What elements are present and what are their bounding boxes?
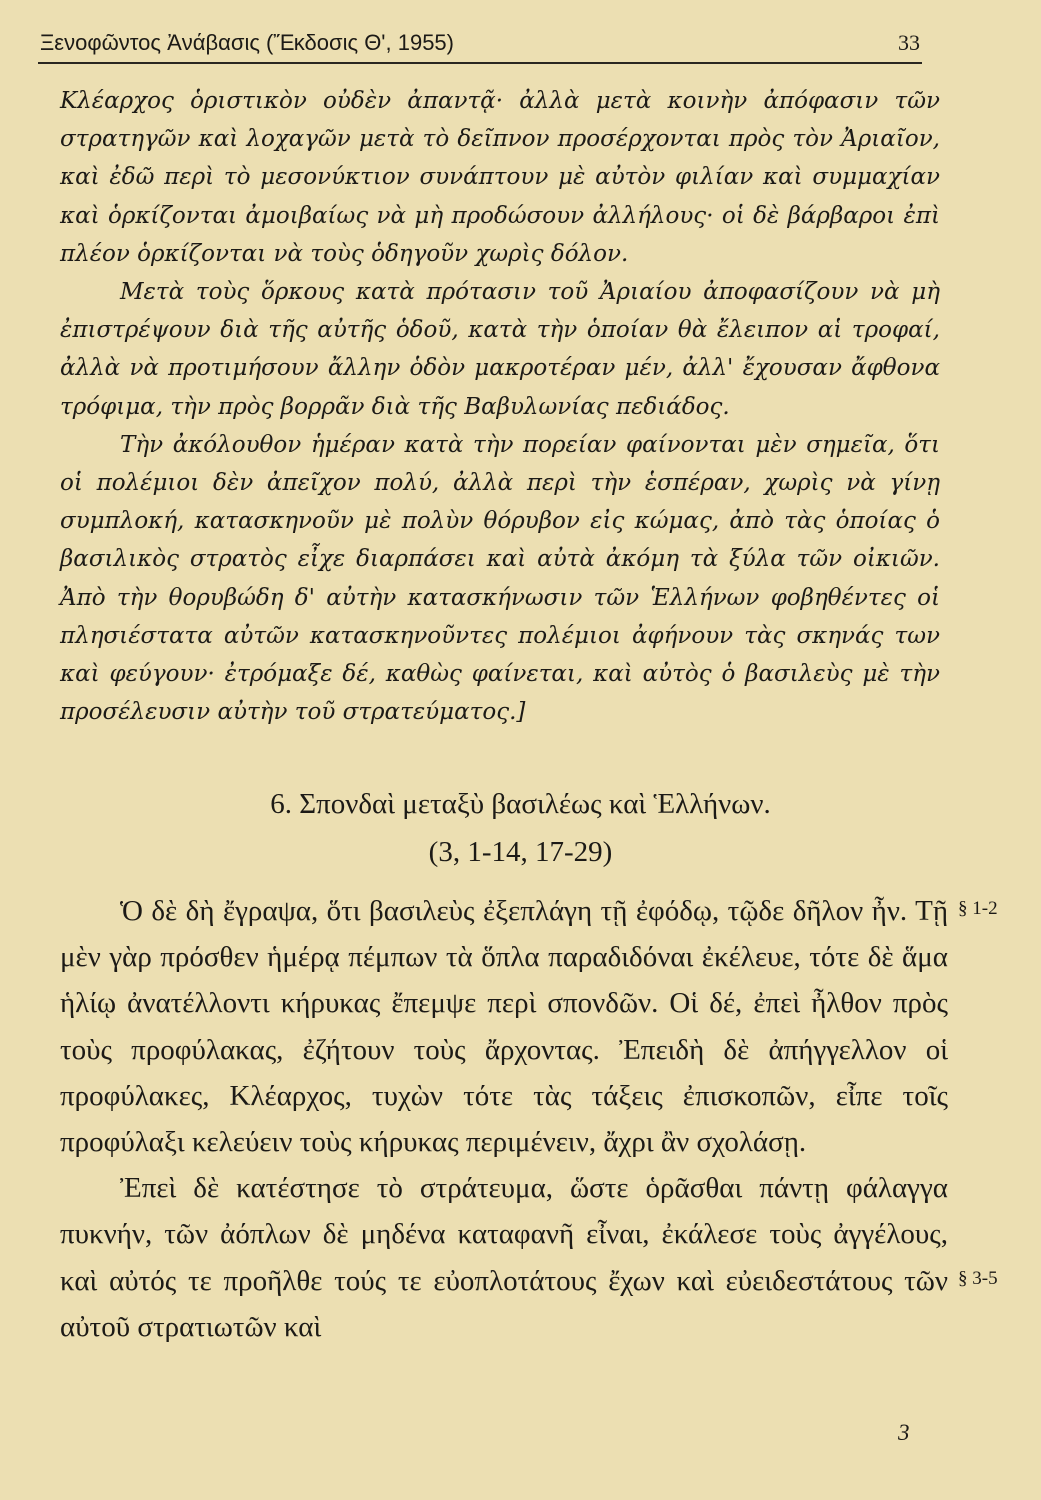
- running-header: [40, 22, 920, 56]
- section-title: 6. Σπονδαὶ μεταξὺ βασιλέως καὶ Ἑλλήνων.: [270, 788, 771, 820]
- section-reference: (3, 1-14, 17-29): [428, 836, 613, 868]
- page-number: 33: [898, 30, 920, 55]
- text-paragraph: Ὁ δὲ δὴ ἔγραψα, ὅτι βασιλεὺς ἐξεπλάγη τῇ ἐφόδῳ, τῷδε δῆλον ἦν. Τῇ μὲν γὰρ πρόσθεν ἡμέρᾳ πέμπων τὰ ὅπλα παραδιδόναι ἐκέλευε, τότε δὲ ἅμα ἡλίῳ ἀνατέλλοντι κήρυκας ἔπεμψε περὶ σπονδῶν. Οἱ δέ, ἐπεὶ ἦλθον πρὸς τοὺς προφύλακας, ἐζήτουν τοὺς ἄρχοντας. Ἐπειδὴ δὲ ἀπήγγελλον οἱ προφύλακες, Κλέαρχος, τυχὼν τότε τὰς τάξεις ἐπισκοπῶν, εἶπε τοῖς προφύλαξι κελεύειν τοὺς κήρυκας περιμένειν, ἄχρι ἂν σχολάσῃ.: [60, 895, 948, 1159]
- margin-reference: § 3-5: [958, 1268, 998, 1289]
- margin-reference: § 1-2: [958, 898, 998, 919]
- commentary-block: [60, 82, 940, 731]
- commentary-paragraph: Μετὰ τοὺς ὅρκους κατὰ πρότασιν τοῦ Ἀριαίου ἀποφασίζουν νὰ μὴ ἐπιστρέψουν διὰ τῆς αὐτῆς ὁδοῦ, κατὰ τὴν ὁποίαν θὰ ἔλειπον αἱ τροφαί, ἀλλὰ νὰ προτιμήσουν ἄλλην ὁδὸν μακροτέραν μέν, ἀλλ' ἔχουσαν ἄφθονα τρόφιμα, τὴν πρὸς βορρᾶν διὰ τῆς Βαβυλωνίας πεδιάδος.: [60, 279, 940, 420]
- text-paragraph: Ἐπεὶ δὲ κατέστησε τὸ στράτευμα, ὥστε ὁρᾶσθαι πάντῃ φάλαγγα πυκνήν, τῶν ἀόπλων δὲ μηδένα καταφανῆ εἶναι, ἐκάλεσε τοὺς ἀγγέλους, καὶ αὐτός τε προῆλθε τούς τε εὐοπλοτάτους ἔχων καὶ εὐειδεστάτους τῶν αὐτοῦ στρατιωτῶν καὶ: [60, 1172, 948, 1343]
- signature-mark: 3: [898, 1420, 910, 1445]
- commentary-paragraph: Τὴν ἀκόλουθον ἡμέραν κατὰ τὴν πορείαν φαίνονται μὲν σημεῖα, ὅτι οἱ πολέμιοι δὲν ἀπεῖχον πολύ, ἀλλὰ περὶ τὴν ἑσπέραν, χωρὶς νὰ γίνῃ συμπλοκή, κατασκηνοῦν μὲ πολὺν θόρυβον εἰς κώμας, ἀπὸ τὰς ὁποίας ὁ βασιλικὸς στρατὸς εἶχε διαρπάσει καὶ αὐτὰ ἀκόμη τὰ ξύλα τῶν οἰκιῶν. Ἀπὸ τὴν θορυβώδη δ' αὐτὴν κατασκήνωσιν τῶν Ἑλλήνων φοβηθέντες οἱ πλησιέστατα αὐτῶν κατασκηνοῦντες πολέμιοι ἀφήνουν τὰς σκηνάς των καὶ φεύγουν· ἐτρόμαξε δέ, καθὼς φαίνεται, καὶ αὐτὸς ὁ βασιλεὺς μὲ τὴν προσέλευσιν αὐτὴν τοῦ στρατεύματος.]: [60, 431, 940, 726]
- ancient-text-block: [60, 888, 948, 1350]
- running-title: Ξενοφῶντος Ἀνάβασις (Ἔκδοσις Θ', 1955): [40, 30, 454, 55]
- header-rule: [38, 62, 922, 64]
- commentary-paragraph: Κλέαρχος ὁριστικὸν οὐδὲν ἀπαντᾷ· ἀλλὰ μετὰ κοινὴν ἀπόφασιν τῶν στρατηγῶν καὶ λοχαγῶν μετὰ τὸ δεῖπνον προσέρχονται πρὸς τὸν Ἀριαῖον, καὶ ἐδῶ περὶ τὸ μεσονύκτιον συνάπτουν μὲ αὐτὸν φιλίαν καὶ συμμαχίαν καὶ ὁρκίζονται ἀμοιβαίως νὰ μὴ προδώσουν ἀλλήλους· οἱ δὲ βάρβαροι ἐπὶ πλέον ὁρκίζονται νὰ τοὺς ὁδηγοῦν χωρὶς δόλον.: [60, 88, 940, 267]
